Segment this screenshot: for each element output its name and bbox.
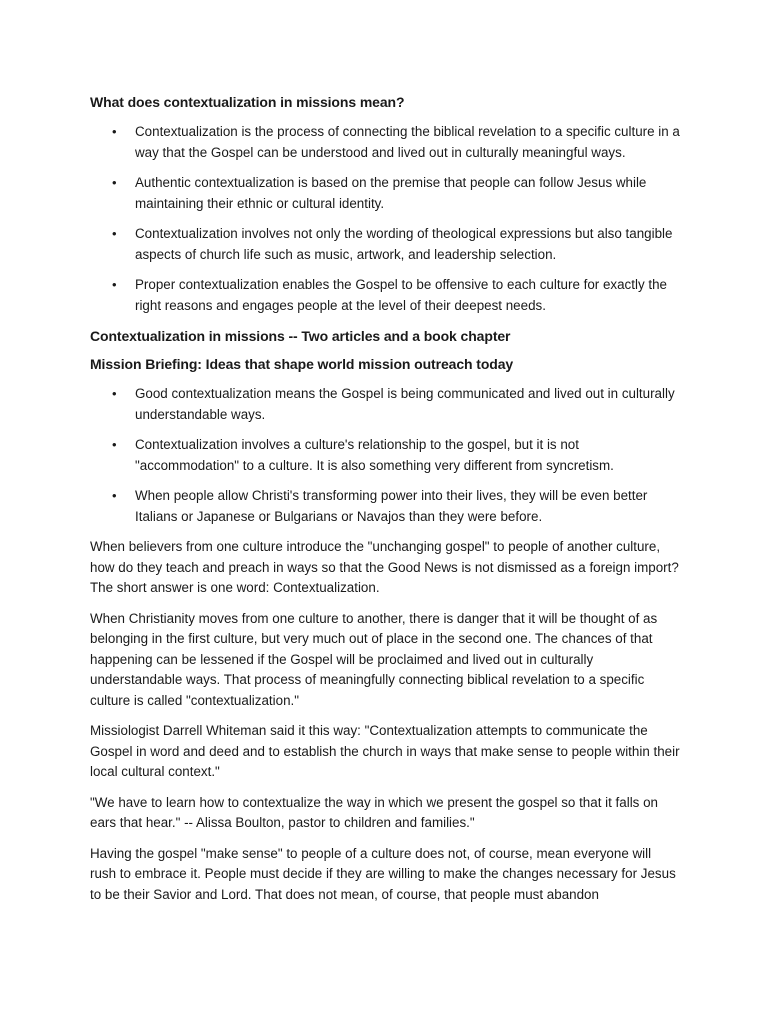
list-item: • Good contextualization means the Gospel is being communicated and lived out in culturally understandable ways. (90, 384, 680, 425)
section-heading-definition: What does contextualization in missions mean? (90, 94, 405, 110)
list-item: • Proper contextualization enables the Gospel to be offensive to each culture for exactly the right reasons and engages people at the level of their deepest needs. (90, 275, 680, 316)
body-paragraph: Having the gospel "make sense" to people of a culture does not, of course, mean everyone will rush to embrace it. People must decide if they are willing to make the changes necessary for Jesus to be their Savior and Lord. That does not mean, of course, that people must abandon (90, 845, 676, 902)
body-paragraph: When believers from one culture introduce the "unchanging gospel" to people of another culture, how do they teach and preach in ways so that the Good News is not dismissed as a foreign import? The short answer is one word: Contextualization. (90, 539, 679, 595)
list-item: • When people allow Christi's transforming power into their lives, they will be even better Italians or Japanese or Bulgarians or Navajos than they were before. (90, 486, 680, 527)
body-paragraph-quote-whiteman: Missiologist Darrell Whiteman said it this way: "Contextualization attempts to communicate the Gospel in word and deed and to establish the church in ways that make sense to people within their local cultural context." (90, 723, 680, 779)
section-heading-briefing: Mission Briefing: Ideas that shape world mission outreach today (90, 356, 514, 372)
list-item: • Contextualization involves not only the wording of theological expressions but also tangible aspects of church life such as music, artwork, and leadership selection. (90, 224, 680, 265)
list-item: • Contextualization is the process of connecting the biblical revelation to a specific culture in a way that the Gospel can be understood and lived out in culturally meaningful ways. (90, 122, 680, 163)
list-item: • Contextualization involves a culture's relationship to the gospel, but it is not "accommodation" to a culture. It is also something very different from syncretism. (90, 435, 680, 476)
body-paragraph: When Christianity moves from one culture to another, there is danger that it will be thought of as belonging in the first culture, but very much out of place in the second one. The chances of that happening can be lessened if the Gospel will be proclaimed and lived out in culturally understandable ways. That process of meaningfully connecting biblical revelation to a specific culture is called "contextualization." (90, 610, 658, 708)
body-paragraph-quote-boulton: "We have to learn how to contextualize the way in which we present the gospel so that it falls on ears that hear." -- Alissa Boulton, pastor to children and families." (90, 794, 658, 830)
list-item: • Authentic contextualization is based on the premise that people can follow Jesus while maintaining their ethnic or cultural identity. (90, 173, 680, 214)
definition-bullet-list (90, 122, 680, 316)
document-page (90, 92, 680, 915)
briefing-bullet-list (90, 384, 680, 527)
section-heading-articles: Contextualization in missions -- Two articles and a book chapter (90, 328, 511, 344)
